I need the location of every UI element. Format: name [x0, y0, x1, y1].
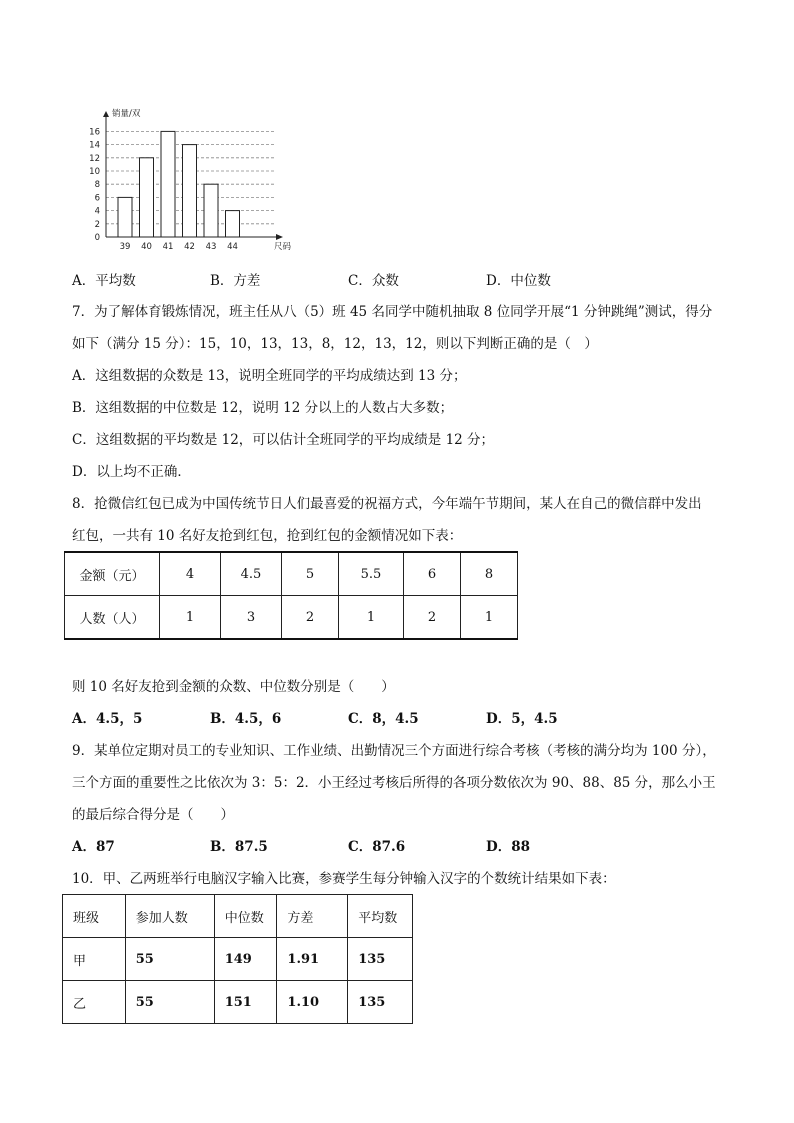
table-header-cell: 参加人数 — [125, 895, 214, 938]
q9-stem-line2: 三个方面的重要性之比依次为 3：5：2．小王经过考核后所得的各项分数依次为 90、88、85 分，那么小王 — [72, 775, 716, 791]
x-tick-label: 41 — [162, 242, 174, 252]
table-header-cell: 平均数 — [348, 895, 413, 938]
table-row — [63, 938, 413, 981]
table-row — [65, 552, 518, 596]
table-cell: 4 — [160, 552, 221, 596]
table-cell: 55 — [125, 981, 214, 1024]
bar-39 — [118, 197, 132, 237]
q7-option-c: C．这组数据的平均数是 12，可以估计全班同学的平均成绩是 12 分； — [72, 432, 495, 448]
y-tick-label: 2 — [94, 219, 100, 230]
q8-option-a: A．4.5，5 — [72, 711, 143, 727]
table-cell: 4.5 — [221, 552, 282, 596]
q7-stem-line2: 如下（满分 15 分）：15，10，13，13，8，12，13，12，则以下判断正确的是（ ） — [72, 336, 598, 352]
table-cell: 2 — [404, 596, 461, 640]
q7-option-a: A．这组数据的众数是 13，说明全班同学的平均成绩达到 13 分； — [72, 368, 467, 384]
y-tick-label: 16 — [89, 127, 100, 138]
q9-option-d: D．88 — [486, 839, 530, 855]
x-axis-label: 尺码 — [274, 242, 292, 252]
q7-option-d: D．以上均不正确． — [72, 464, 191, 480]
q6-option-d: D．中位数 — [486, 273, 551, 289]
q9-option-b: B．87.5 — [210, 839, 268, 855]
q8-question: 则 10 名好友抢到金额的众数、中位数分别是（ ） — [72, 679, 395, 695]
bar-42 — [183, 145, 197, 237]
y-tick-label: 8 — [94, 180, 100, 191]
table-cell: 151 — [214, 981, 277, 1024]
bar-43 — [204, 184, 218, 237]
table-cell: 乙 — [63, 981, 126, 1024]
q9-option-a: A．87 — [72, 839, 115, 855]
table-cell: 甲 — [63, 938, 126, 981]
x-tick-label: 39 — [119, 242, 131, 252]
table-cell: 金额（元） — [65, 552, 160, 596]
q9-stem-line1: 9．某单位定期对员工的专业知识、工作业绩、出勤情况三个方面进行综合考核（考核的满分均为 100 分）， — [72, 743, 716, 759]
y-tick-label: 10 — [89, 167, 100, 177]
q8-stem-line1: 8．抢微信红包已成为中国传统节日人们最喜爱的祝福方式，今年端午节期间，某人在自己的微信群中发出 — [72, 496, 702, 512]
q8-stem-line2: 红包，一共有 10 名好友抢到红包，抢到红包的金额情况如下表： — [72, 528, 463, 544]
q6-option-c: C．众数 — [348, 273, 399, 289]
q7-option-b: B．这组数据的中位数是 12，说明 12 分以上的人数占大多数； — [72, 400, 454, 416]
table-cell: 6 — [404, 552, 461, 596]
table-header-row — [63, 895, 413, 938]
q8-option-b: B．4.5，6 — [210, 711, 282, 727]
table-cell: 135 — [348, 938, 413, 981]
table-row — [65, 596, 518, 640]
table-cell: 人数（人） — [65, 596, 160, 640]
q9-stem-line3: 的最后综合得分是（ ） — [72, 807, 234, 823]
x-tick-label: 42 — [184, 242, 195, 252]
q9-option-c: C．87.6 — [348, 839, 406, 855]
y-tick-label: 4 — [94, 206, 100, 217]
x-tick-label: 44 — [227, 242, 238, 252]
y-axis-arrow-icon — [103, 111, 109, 117]
table-cell: 8 — [461, 552, 518, 596]
y-tick-label: 6 — [94, 193, 100, 204]
bar-40 — [140, 158, 154, 237]
table-header-cell: 班级 — [63, 895, 126, 938]
table-cell: 55 — [125, 938, 214, 981]
bar-41 — [161, 131, 175, 237]
q10-table — [62, 894, 413, 1024]
bar-chart — [80, 100, 340, 258]
table-cell: 1 — [339, 596, 404, 640]
table-cell: 1 — [160, 596, 221, 640]
q10-stem-line1: 10．甲、乙两班举行电脑汉字输入比赛，参赛学生每分钟输入汉字的个数统计结果如下表： — [72, 871, 616, 887]
q6-option-b: B．方差 — [210, 273, 261, 289]
table-header-cell: 中位数 — [214, 895, 277, 938]
bar-44 — [226, 211, 240, 237]
q6-option-a: A．平均数 — [72, 273, 136, 289]
x-tick-label: 43 — [205, 242, 217, 252]
table-cell: 1 — [461, 596, 518, 640]
y-tick-label: 14 — [89, 140, 100, 151]
q8-option-d: D．5，4.5 — [486, 711, 558, 727]
x-axis-arrow-icon — [276, 234, 283, 240]
table-cell: 2 — [282, 596, 339, 640]
q8-option-c: C．8，4.5 — [348, 711, 419, 727]
table-header-cell: 方差 — [277, 895, 348, 938]
y-tick-label: 12 — [89, 153, 100, 164]
table-cell: 3 — [221, 596, 282, 640]
table-cell: 1.91 — [277, 938, 348, 981]
q8-table — [64, 551, 518, 640]
table-cell: 135 — [348, 981, 413, 1024]
table-cell: 1.10 — [277, 981, 348, 1024]
x-tick-label: 40 — [141, 242, 152, 252]
y-axis-label: 销量/双 — [112, 109, 141, 119]
q7-stem-line1: 7．为了解体育锻炼情况，班主任从八（5）班 45 名同学中随机抽取 8 位同学开展“1 分钟跳绳”测试，得分 — [72, 304, 713, 320]
y-tick-label: 0 — [94, 233, 100, 243]
table-cell: 5 — [282, 552, 339, 596]
table-cell: 5.5 — [339, 552, 404, 596]
table-cell: 149 — [214, 938, 277, 981]
table-row — [63, 981, 413, 1024]
